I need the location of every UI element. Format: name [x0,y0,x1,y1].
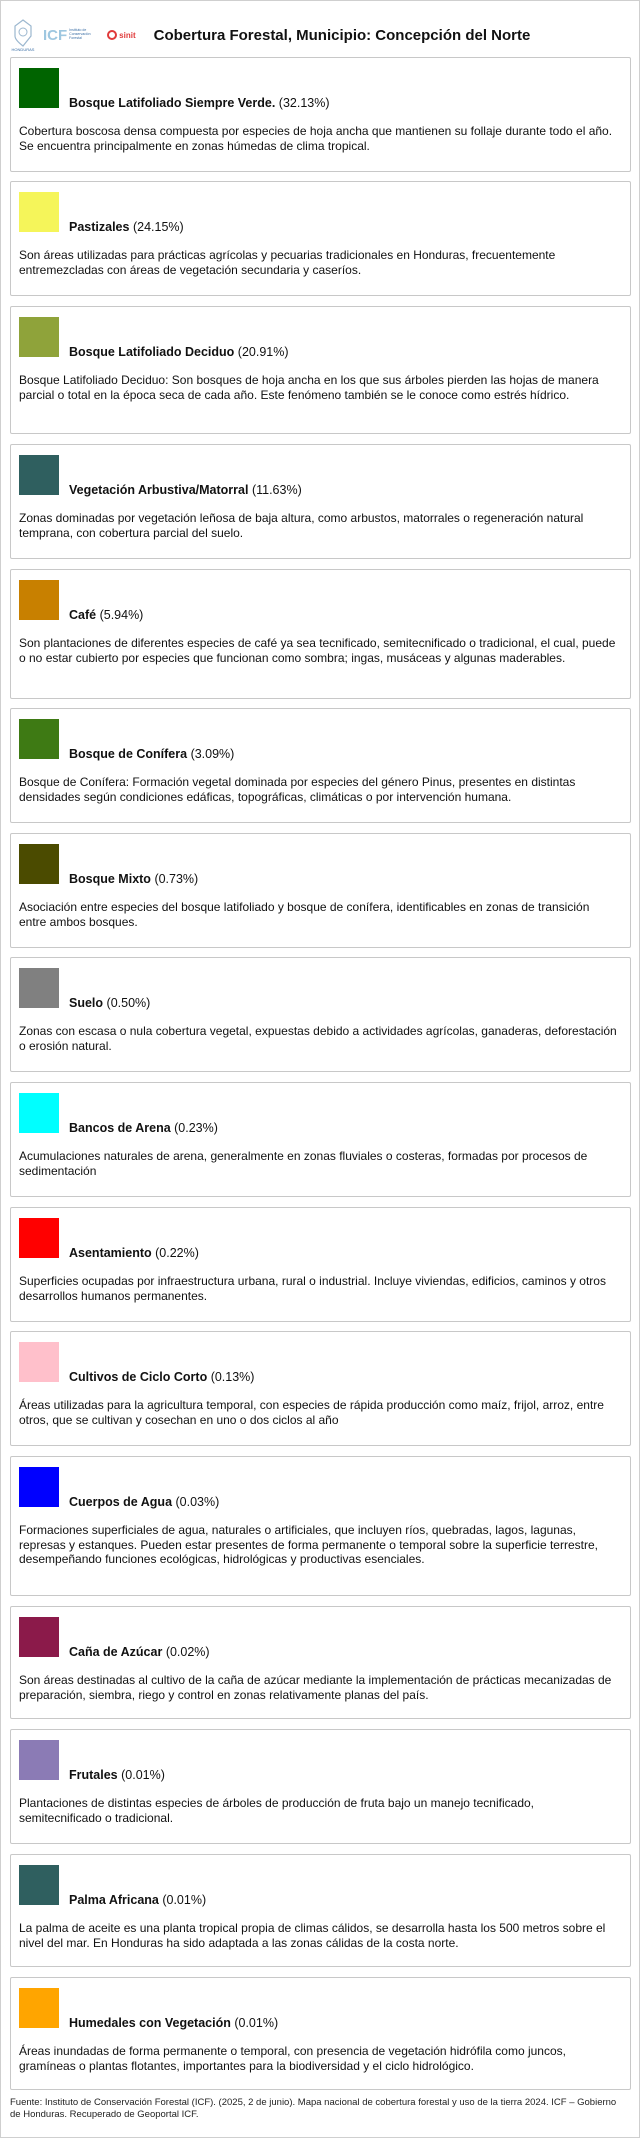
category-percentage: (0.01%) [162,1893,207,1907]
category-description: Son áreas utilizadas para prácticas agrícolas y pecuarias tradicionales en Honduras, frecuentemente entremezcladas con áreas de vegetación secundaria y caseríos. [19,248,556,277]
category-description: Acumulaciones naturales de arena, generalmente en zonas fluviales o costeras, formadas por procesos de sedimentación [19,1149,588,1178]
category-card [10,1606,631,1719]
category-heading [69,747,234,761]
category-heading [69,483,302,497]
category-card [10,833,631,948]
category-percentage: (32.13%) [278,96,330,110]
header [11,15,629,55]
category-name: Cultivos de Ciclo Corto [69,1370,208,1384]
category-percentage: (24.15%) [132,220,184,234]
category-description: Bosque Latifoliado Deciduo: Son bosques de hoja ancha en los que sus árboles pierden las hojas de manera parcial o total en la época seca de cada año. Este fenómeno también se le conoce como estrés hídrico. [19,373,599,402]
category-heading [69,1121,218,1135]
category-heading [69,1768,165,1782]
category-card [10,57,631,172]
category-heading [69,1645,210,1659]
color-swatch [19,317,59,357]
category-heading [69,2016,278,2030]
category-percentage: (0.23%) [174,1121,218,1135]
category-percentage: (3.09%) [190,747,235,761]
category-card [10,1854,631,1967]
category-card [10,569,631,699]
category-card [10,1331,631,1446]
color-swatch [19,719,59,759]
category-card [10,1729,631,1844]
color-swatch [19,192,59,232]
category-heading [69,96,330,110]
category-description: Superficies ocupadas por infraestructura urbana, rural o industrial. Incluye viviendas, edificios, caminos y otros desarrollos humanos permanentes. [19,1274,606,1303]
category-heading [69,872,198,886]
sinit-logo-text: sinit [119,30,136,40]
category-percentage: (5.94%) [99,608,144,622]
category-card [10,708,631,823]
category-percentage: (0.01%) [234,2016,279,2030]
category-heading [69,996,150,1010]
category-description: La palma de aceite es una planta tropical propia de climas cálidos, se desarrolla hasta los 500 metros sobre el nivel del mar. En Honduras ha sido adaptada a las zonas cálidas de la costa norte. [19,1921,606,1950]
sinit-logo [107,30,135,40]
category-name: Vegetación Arbustiva/Matorral [69,483,249,497]
category-description: Bosque de Conífera: Formación vegetal dominada por especies del género Pinus, presentes en distintas densidades según condiciones edáficas, topográficas, climáticas o por intervención humana. [19,775,576,804]
color-swatch [19,1218,59,1258]
category-card [10,1456,631,1596]
sinit-logo-icon [107,30,117,40]
category-heading [69,1495,219,1509]
color-swatch [19,1093,59,1133]
category-description: Zonas con escasa o nula cobertura vegetal, expuestas debido a actividades agrícolas, ganaderas, deforestación o erosión natural. [19,1024,617,1053]
category-description: Áreas utilizadas para la agricultura temporal, con especies de rápida producción como maíz, frijol, arroz, entre otros, que se cultivan y cosechan en uno o dos ciclos al año [19,1398,604,1427]
logos [11,18,136,52]
page-title: Cobertura Forestal, Municipio: Concepción del Norte [153,26,531,44]
category-percentage: (0.01%) [121,1768,165,1782]
icf-logo-subtext: Instituto de Conservación Forestal [69,28,91,40]
category-percentage: (0.03%) [175,1495,220,1509]
honduras-logo-text: HONDURAS [11,47,35,52]
icf-logo [43,27,99,44]
color-swatch [19,1617,59,1657]
category-percentage: (0.22%) [155,1246,199,1260]
color-swatch [19,455,59,495]
category-card [10,957,631,1072]
color-swatch [19,844,59,884]
color-swatch [19,1988,59,2028]
category-name: Bosque Latifoliado Deciduo [69,345,235,359]
category-description: Asociación entre especies del bosque latifoliado y bosque de conífera, identificables en zonas de transición entre ambos bosques. [19,900,590,929]
category-name: Asentamiento [69,1246,152,1260]
color-swatch [19,580,59,620]
color-swatch [19,1467,59,1507]
category-percentage: (0.02%) [165,1645,210,1659]
color-swatch [19,1740,59,1780]
category-name: Bancos de Arena [69,1121,171,1135]
category-name: Cuerpos de Agua [69,1495,173,1509]
category-card [10,306,631,434]
category-percentage: (0.50%) [106,996,151,1010]
category-description: Son plantaciones de diferentes especies de café ya sea tecnificado, semitecnificado o tradicional, el cual, puede o no estar cubierto por especies que funcionan como sombra; ingas, musáceas y algunas maderables. [19,636,616,665]
color-swatch [19,68,59,108]
category-name: Caña de Azúcar [69,1645,163,1659]
category-percentage: (11.63%) [251,483,302,497]
category-percentage: (20.91%) [237,345,289,359]
category-percentage: (0.73%) [154,872,199,886]
category-description: Formaciones superficiales de agua, naturales o artificiales, que incluyen ríos, quebradas, lagos, lagunas, represas y estanques. Pueden estar presentes de forma permanente o temporal sobre la superficie terrestre, desempeñando funciones ecológicas, hidrológicas y productivas esenciales. [19,1523,598,1566]
category-heading [69,1246,199,1260]
category-name: Suelo [69,996,104,1010]
category-name: Café [69,608,97,622]
category-name: Pastizales [69,220,130,234]
category-heading [69,220,184,234]
category-heading [69,345,289,359]
category-card [10,444,631,559]
category-card [10,1977,631,2090]
category-name: Frutales [69,1768,118,1782]
category-description: Son áreas destinadas al cultivo de la caña de azúcar mediante la implementación de prácticas mecanizadas de preparación, siembra, riego y control en zonas relativamente planas del país. [19,1673,612,1702]
category-name: Bosque de Conífera [69,747,188,761]
color-swatch [19,968,59,1008]
category-name: Bosque Latifoliado Siempre Verde. [69,96,276,110]
category-name: Palma Africana [69,1893,159,1907]
honduras-emblem-icon [11,18,35,48]
icf-logo-text: ICF [43,26,68,44]
category-description: Zonas dominadas por vegetación leñosa de baja altura, como arbustos, matorrales o regeneración natural temprana, con cobertura parcial del suelo. [19,511,584,540]
footer-source: Fuente: Instituto de Conservación Forestal (ICF). (2025, 2 de junio). Mapa nacional de cobertura forestal y uso de la tierra 2024. ICF – Gobierno de Honduras. Recuperado de Geoportal ICF. [10,2097,617,2120]
category-description: Cobertura boscosa densa compuesta por especies de hoja ancha que mantienen su follaje durante todo el año. Se encuentra principalmente en zonas húmedas de clima tropical. [19,124,613,153]
category-heading [69,608,143,622]
category-name: Humedales con Vegetación [69,2016,231,2030]
category-description: Plantaciones de distintas especies de árboles de producción de fruta bajo un manejo tecnificado, semitecnificado o tradicional. [19,1796,534,1825]
category-name: Bosque Mixto [69,872,151,886]
category-heading [69,1370,254,1384]
category-percentage: (0.13%) [210,1370,255,1384]
category-card [10,1082,631,1197]
category-card [10,181,631,296]
color-swatch [19,1342,59,1382]
color-swatch [19,1865,59,1905]
category-description: Áreas inundadas de forma permanente o temporal, con presencia de vegetación hidrófila como juncos, gramíneas o plantas flotantes, importantes para la biodiversidad y el ciclo hidrológico. [19,2044,566,2073]
category-card [10,1207,631,1322]
category-heading [69,1893,206,1907]
honduras-logo [11,18,35,52]
